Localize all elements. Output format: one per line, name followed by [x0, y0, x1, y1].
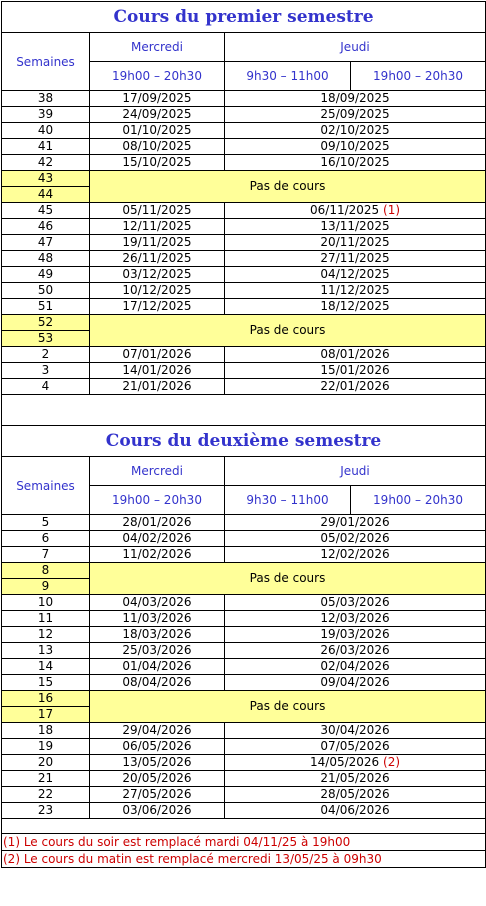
thursday-date: [225, 267, 486, 283]
wednesday-date: 04/02/2026: [90, 531, 225, 547]
thursday-date-text: 05/02/2026: [320, 531, 390, 545]
footnote-row: [2, 834, 486, 851]
thursday-date: [225, 379, 486, 395]
table-row: [2, 267, 486, 283]
week-number: 48: [2, 251, 90, 267]
table-row: [2, 235, 486, 251]
thursday-date-text: 09/10/2025: [320, 139, 390, 153]
table-row: [2, 659, 486, 675]
break-week-number: 43: [2, 171, 90, 187]
wednesday-date: 28/01/2026: [90, 515, 225, 531]
table-row: [2, 283, 486, 299]
wednesday-date: 19/11/2025: [90, 235, 225, 251]
table-row: [2, 379, 486, 395]
break-week-number: 9: [2, 579, 90, 595]
no-class-label: Pas de cours: [90, 315, 486, 347]
table-row: [2, 299, 486, 315]
thursday-date: [225, 203, 486, 219]
thursday-date: [225, 659, 486, 675]
wednesday-date: 03/12/2025: [90, 267, 225, 283]
blank-row: [2, 819, 486, 834]
wednesday-date: 01/10/2025: [90, 123, 225, 139]
thursday-date-text: 20/11/2025: [320, 235, 390, 249]
column-header-row: [2, 33, 486, 62]
week-number: 10: [2, 595, 90, 611]
week-number: 11: [2, 611, 90, 627]
thursday-date-text: 09/04/2026: [320, 675, 390, 689]
table-row: [2, 363, 486, 379]
thursday-morning-slot: 9h30 – 11h00: [225, 486, 351, 515]
table-row: [2, 531, 486, 547]
wednesday-date: 01/04/2026: [90, 659, 225, 675]
wednesday-date: 06/05/2026: [90, 739, 225, 755]
week-number: 7: [2, 547, 90, 563]
wednesday-date: 27/05/2026: [90, 787, 225, 803]
thursday-date-text: 19/03/2026: [320, 627, 390, 641]
week-number: 45: [2, 203, 90, 219]
thursday-date: [225, 363, 486, 379]
table-row: [2, 347, 486, 363]
table-row: [2, 139, 486, 155]
thursday-header: Jeudi: [225, 33, 486, 62]
wednesday-date: 05/11/2025: [90, 203, 225, 219]
table-row: [2, 803, 486, 819]
week-number: 42: [2, 155, 90, 171]
table-row: [2, 203, 486, 219]
footnote-reference: (2): [383, 755, 401, 769]
thursday-date: [225, 139, 486, 155]
week-number: 2: [2, 347, 90, 363]
footnote-row: [2, 851, 486, 868]
break-week-number: 53: [2, 331, 90, 347]
break-week-number: 16: [2, 691, 90, 707]
wednesday-date: 17/09/2025: [90, 91, 225, 107]
wednesday-date: 15/10/2025: [90, 155, 225, 171]
week-number: 23: [2, 803, 90, 819]
week-number: 51: [2, 299, 90, 315]
thursday-date-text: 08/01/2026: [320, 347, 390, 361]
thursday-date-text: 21/05/2026: [320, 771, 390, 785]
week-number: 13: [2, 643, 90, 659]
footnote-text: (2) Le cours du matin est remplacé mercredi 13/05/25 à 09h30: [2, 851, 486, 868]
schedule-body: [2, 2, 486, 868]
week-number: 21: [2, 771, 90, 787]
week-number: 14: [2, 659, 90, 675]
wednesday-date: 24/09/2025: [90, 107, 225, 123]
week-number: 47: [2, 235, 90, 251]
thursday-date: [225, 611, 486, 627]
wednesday-header: Mercredi: [90, 457, 225, 486]
thursday-date-text: 06/11/2025: [310, 203, 380, 217]
wednesday-slot: 19h00 – 20h30: [90, 486, 225, 515]
thursday-date: [225, 627, 486, 643]
table-row: [2, 675, 486, 691]
week-number: 6: [2, 531, 90, 547]
table-row: [2, 627, 486, 643]
table-row: [2, 107, 486, 123]
thursday-date-text: 05/03/2026: [320, 595, 390, 609]
week-number: 12: [2, 627, 90, 643]
week-number: 39: [2, 107, 90, 123]
wednesday-date: 11/02/2026: [90, 547, 225, 563]
table-row: [2, 643, 486, 659]
break-week-number: 8: [2, 563, 90, 579]
week-number: 38: [2, 91, 90, 107]
break-week-number: 17: [2, 707, 90, 723]
spacer-cell: [2, 395, 486, 426]
thursday-date: [225, 643, 486, 659]
thursday-date: [225, 299, 486, 315]
thursday-date: [225, 107, 486, 123]
thursday-date-text: 30/04/2026: [320, 723, 390, 737]
thursday-date: [225, 219, 486, 235]
week-number: 5: [2, 515, 90, 531]
section-spacer: [2, 395, 486, 426]
thursday-date-text: 04/12/2025: [320, 267, 390, 281]
thursday-date: [225, 531, 486, 547]
table-row: [2, 515, 486, 531]
thursday-evening-slot: 19h00 – 20h30: [351, 62, 486, 91]
thursday-date: [225, 675, 486, 691]
thursday-date-text: 28/05/2026: [320, 787, 390, 801]
thursday-morning-slot: 9h30 – 11h00: [225, 62, 351, 91]
wednesday-date: 26/11/2025: [90, 251, 225, 267]
semester-title-row: [2, 2, 486, 33]
footnote-text: (1) Le cours du soir est remplacé mardi 04/11/25 à 19h00: [2, 834, 486, 851]
table-row: [2, 547, 486, 563]
thursday-date-text: 07/05/2026: [320, 739, 390, 753]
week-number: 22: [2, 787, 90, 803]
table-row: [2, 595, 486, 611]
thursday-date: [225, 123, 486, 139]
thursday-date-text: 27/11/2025: [320, 251, 390, 265]
break-week-number: 44: [2, 187, 90, 203]
weeks-header: Semaines: [2, 33, 90, 91]
thursday-date-text: 18/09/2025: [320, 91, 390, 105]
wednesday-date: 13/05/2026: [90, 755, 225, 771]
thursday-date: [225, 771, 486, 787]
thursday-date: [225, 595, 486, 611]
thursday-date-text: 15/01/2026: [320, 363, 390, 377]
week-number: 49: [2, 267, 90, 283]
wednesday-date: 20/05/2026: [90, 771, 225, 787]
schedule-table: [1, 1, 486, 868]
wednesday-date: 29/04/2026: [90, 723, 225, 739]
table-row: [2, 787, 486, 803]
no-class-label: Pas de cours: [90, 171, 486, 203]
table-row: [2, 755, 486, 771]
thursday-date-text: 18/12/2025: [320, 299, 390, 313]
thursday-date: [225, 235, 486, 251]
week-number: 46: [2, 219, 90, 235]
week-number: 4: [2, 379, 90, 395]
thursday-date: [225, 283, 486, 299]
week-number: 20: [2, 755, 90, 771]
thursday-date-text: 02/10/2025: [320, 123, 390, 137]
table-row: [2, 219, 486, 235]
table-row: [2, 771, 486, 787]
wednesday-date: 21/01/2026: [90, 379, 225, 395]
wednesday-date: 08/10/2025: [90, 139, 225, 155]
thursday-date: [225, 515, 486, 531]
thursday-date-text: 22/01/2026: [320, 379, 390, 393]
week-number: 50: [2, 283, 90, 299]
wednesday-date: 10/12/2025: [90, 283, 225, 299]
table-row: [2, 155, 486, 171]
thursday-date-text: 14/05/2026: [310, 755, 380, 769]
thursday-date: [225, 803, 486, 819]
wednesday-date: 12/11/2025: [90, 219, 225, 235]
wednesday-header: Mercredi: [90, 33, 225, 62]
wednesday-date: 03/06/2026: [90, 803, 225, 819]
wednesday-date: 04/03/2026: [90, 595, 225, 611]
thursday-date-text: 26/03/2026: [320, 643, 390, 657]
thursday-date: [225, 91, 486, 107]
thursday-date-text: 12/03/2026: [320, 611, 390, 625]
wednesday-date: 18/03/2026: [90, 627, 225, 643]
thursday-date: [225, 787, 486, 803]
thursday-header: Jeudi: [225, 457, 486, 486]
no-class-label: Pas de cours: [90, 563, 486, 595]
footnote-reference: (1): [383, 203, 401, 217]
break-week-number: 52: [2, 315, 90, 331]
thursday-date-text: 16/10/2025: [320, 155, 390, 169]
week-number: 41: [2, 139, 90, 155]
semester-title-row: [2, 426, 486, 457]
table-row: [2, 611, 486, 627]
wednesday-date: 07/01/2026: [90, 347, 225, 363]
semester-title: Cours du premier semestre: [2, 2, 486, 33]
semester-title: Cours du deuxième semestre: [2, 426, 486, 457]
column-header-row: [2, 457, 486, 486]
break-row: [2, 691, 486, 707]
blank-cell: [2, 819, 486, 834]
wednesday-date: 25/03/2026: [90, 643, 225, 659]
week-number: 3: [2, 363, 90, 379]
table-row: [2, 123, 486, 139]
thursday-date: [225, 347, 486, 363]
thursday-date: [225, 547, 486, 563]
thursday-date: [225, 723, 486, 739]
wednesday-date: 14/01/2026: [90, 363, 225, 379]
thursday-date-text: 12/02/2026: [320, 547, 390, 561]
wednesday-date: 08/04/2026: [90, 675, 225, 691]
table-row: [2, 91, 486, 107]
thursday-date: [225, 155, 486, 171]
week-number: 40: [2, 123, 90, 139]
wednesday-date: 17/12/2025: [90, 299, 225, 315]
thursday-date-text: 02/04/2026: [320, 659, 390, 673]
break-row: [2, 171, 486, 187]
thursday-date-text: 13/11/2025: [320, 219, 390, 233]
break-row: [2, 563, 486, 579]
thursday-date: [225, 755, 486, 771]
break-row: [2, 315, 486, 331]
no-class-label: Pas de cours: [90, 691, 486, 723]
thursday-date-text: 11/12/2025: [320, 283, 390, 297]
thursday-date-text: 25/09/2025: [320, 107, 390, 121]
weeks-header: Semaines: [2, 457, 90, 515]
table-row: [2, 251, 486, 267]
week-number: 15: [2, 675, 90, 691]
week-number: 19: [2, 739, 90, 755]
thursday-date: [225, 251, 486, 267]
thursday-evening-slot: 19h00 – 20h30: [351, 486, 486, 515]
thursday-date-text: 04/06/2026: [320, 803, 390, 817]
wednesday-slot: 19h00 – 20h30: [90, 62, 225, 91]
wednesday-date: 11/03/2026: [90, 611, 225, 627]
thursday-date-text: 29/01/2026: [320, 515, 390, 529]
table-row: [2, 723, 486, 739]
thursday-date: [225, 739, 486, 755]
week-number: 18: [2, 723, 90, 739]
table-row: [2, 739, 486, 755]
